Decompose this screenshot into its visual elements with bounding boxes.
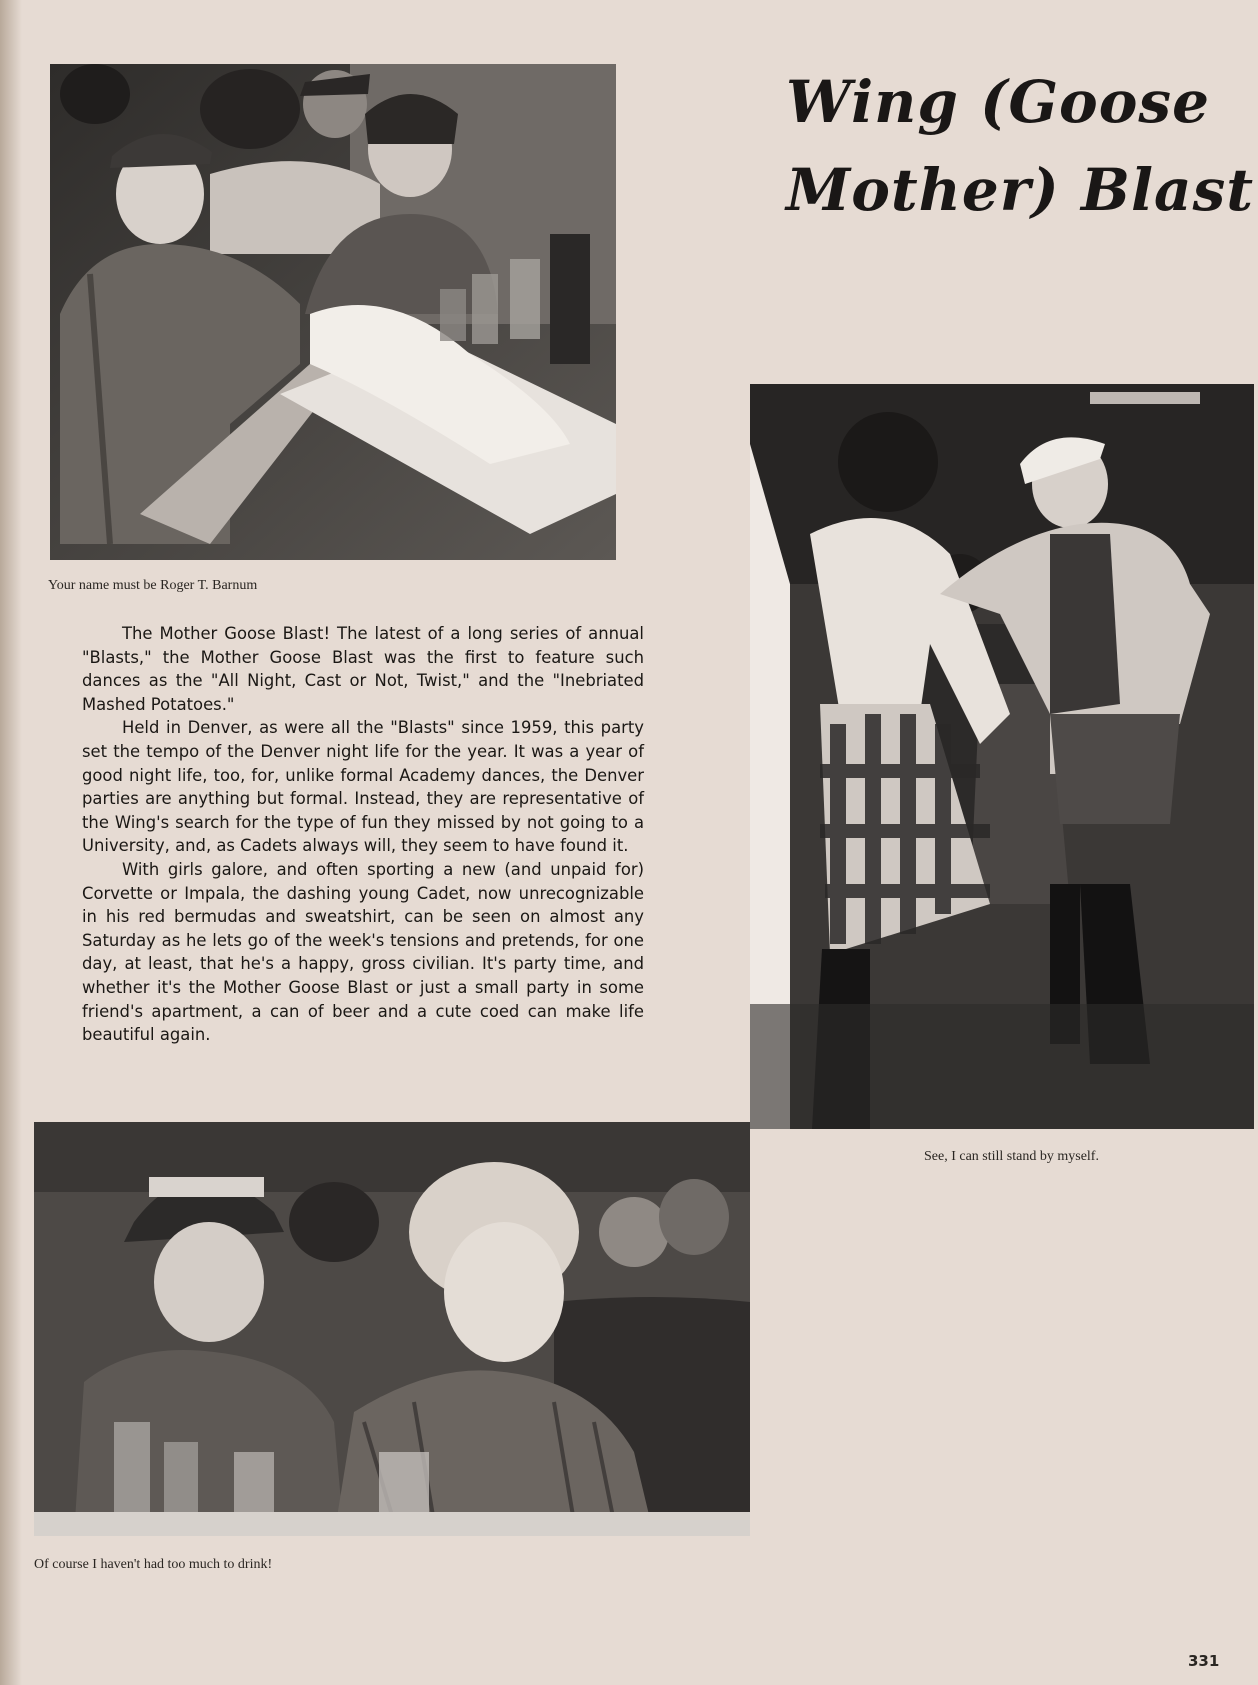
caption-top-photo: Your name must be Roger T. Barnum bbox=[48, 578, 258, 593]
caption-dance-photo: See, I can still stand by myself. bbox=[924, 1149, 1099, 1164]
article-paragraph: Held in Denver, as were all the "Blasts" since 1959, this party set the tempo of the Denver night life for the year. It was a year of good night life, too, for, unlike formal Academy dances, the Denver parties are anything but formal. Instead, they are representative of the Wing's search for the type of fun they missed by not going to a University, and, as Cadets always will, they seem to have found it. bbox=[82, 718, 644, 856]
title-line-1: Wing (Goose bbox=[786, 68, 1210, 136]
title-line-2: Mother) Blast bbox=[786, 156, 1255, 224]
article-body bbox=[82, 622, 644, 1047]
page-number: 331 bbox=[1188, 1652, 1220, 1670]
article-paragraph: The Mother Goose Blast! The latest of a long series of annual "Blasts," the Mother Goose Blast was the first to feature such dances as the "All Night, Cast or Not, Twist," and the "Inebriated Mashed Potatoes." bbox=[82, 624, 644, 714]
page-binding-shadow bbox=[0, 0, 22, 1685]
article-paragraph: With girls galore, and often sporting a new (and unpaid for) Corvette or Impala, the dashing young Cadet, now unrecognizable in his red bermudas and sweatshirt, can be seen on almost any Saturday as he lets go of the week's tensions and pretends, for one day, at least, that he's a happy, gross civilian. It's party time, and whether it's the Mother Goose Blast or just a small party in some friend's apartment, a can of beer and a cute coed can make life beautiful again. bbox=[82, 859, 644, 1045]
caption-bottom-photo: Of course I haven't had too much to drink! bbox=[34, 1557, 273, 1572]
photo-cadet-in-booth bbox=[50, 64, 616, 560]
page-title bbox=[786, 58, 1255, 234]
photo-women-in-booth bbox=[34, 1122, 750, 1536]
photo-dancing-couple bbox=[750, 384, 1254, 1129]
